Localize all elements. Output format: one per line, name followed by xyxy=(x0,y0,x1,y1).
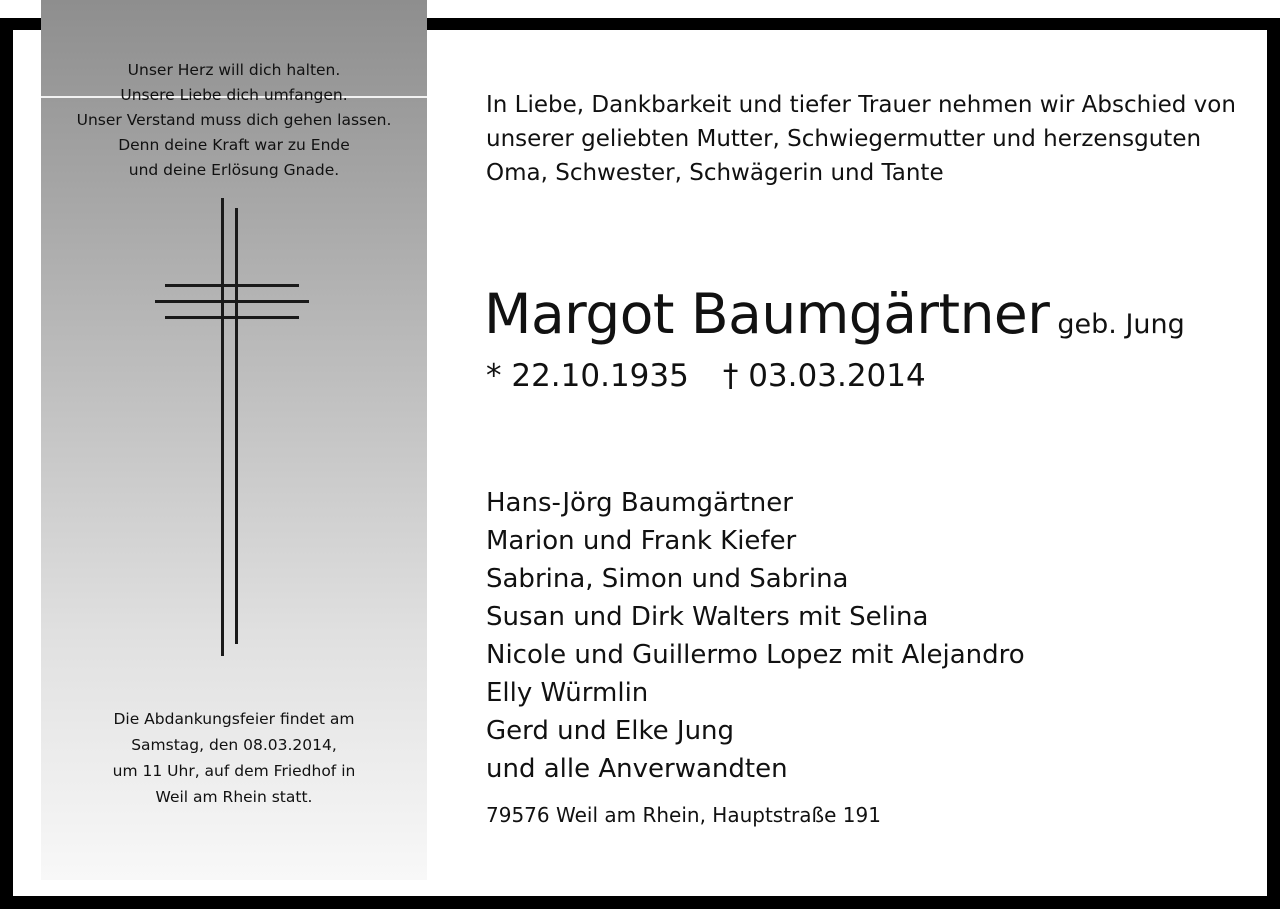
cross-icon xyxy=(155,198,309,656)
intro-text: In Liebe, Dankbarkeit und tiefer Trauer nehmen wir Abschied von unserer geliebten Mutter, Schwiegermutter und herzensguten Oma, Schwester, Schwägerin und Tante xyxy=(486,92,1236,186)
list-item: Nicole und Guillermo Lopez mit Alejandro xyxy=(486,640,1025,670)
life-dates xyxy=(486,358,926,394)
deceased-name: Margot Baumgärtner xyxy=(484,282,1050,346)
ceremony-info: Die Abdankungsfeier findet am Samstag, den 08.03.2014, um 11 Uhr, auf dem Friedhof in Weil am Rhein statt. xyxy=(112,710,356,806)
list-item: Marion und Frank Kiefer xyxy=(486,526,797,556)
list-item: und alle Anverwandten xyxy=(486,754,788,784)
memorial-verse: Unser Herz will dich halten. Unsere Liebe dich umfangen. Unser Verstand muss dich gehen lassen. Denn deine Kraft war zu Ende und deine Erlösung Gnade. xyxy=(76,61,392,179)
deceased-name-line xyxy=(484,282,1185,346)
list-item: Gerd und Elke Jung xyxy=(486,716,735,746)
maiden-name: geb. Jung xyxy=(1057,309,1185,340)
list-item: Hans-Jörg Baumgärtner xyxy=(486,488,793,518)
birth-date: * 22.10.1935 xyxy=(486,358,689,394)
mourners-list xyxy=(486,484,1025,788)
death-date: † 03.03.2014 xyxy=(722,358,926,394)
list-item: Susan und Dirk Walters mit Selina xyxy=(486,602,929,632)
family-address: 79576 Weil am Rhein, Hauptstraße 191 xyxy=(486,803,881,827)
list-item: Elly Würmlin xyxy=(486,678,649,708)
list-item: Sabrina, Simon und Sabrina xyxy=(486,564,849,594)
